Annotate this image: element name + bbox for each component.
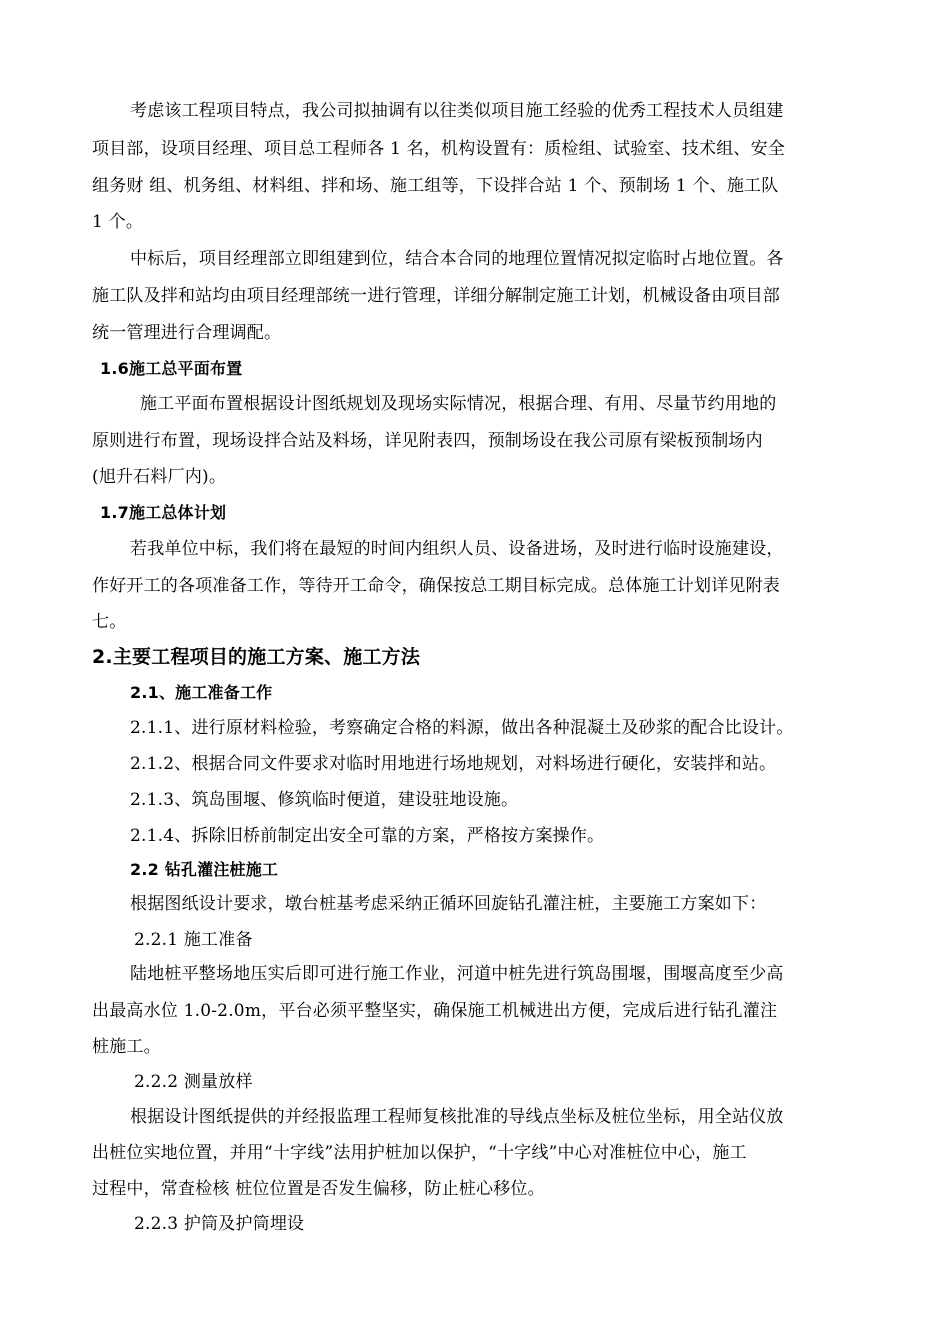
paragraph-line: (旭升石料厂内)。 — [92, 467, 227, 487]
section-heading: 1.7施工总体计划 — [100, 503, 227, 522]
paragraph-line: 中标后，项目经理部立即组建到位，结合本合同的地理位置情况拟定临时占地位置。各 — [130, 249, 784, 269]
section-heading: 2.1、施工准备工作 — [130, 683, 273, 702]
paragraph-line: 项目部，设项目经理、项目总工程师各 1 名，机构设置有：质检组、试验室、技术组、安全 — [92, 139, 786, 159]
paragraph-line: 1 个。 — [92, 212, 144, 232]
paragraph-line: 若我单位中标，我们将在最短的时间内组织人员、设备进场，及时进行临时设施建设， — [130, 539, 784, 559]
subsection-heading: 2.2.2 测量放样 — [134, 1072, 253, 1092]
paragraph-line: 出桩位实地位置，并用“十字线”法用护桩加以保护，“十字线”中心对准桩位中心，施工 — [92, 1143, 747, 1163]
paragraph-line: 陆地桩平整场地压实后即可进行施工作业，河道中桩先进行筑岛围堰，围堰高度至少高 — [130, 964, 784, 984]
list-item: 2.1.1、进行原材料检验，考察确定合格的料源，做出各种混凝土及砂浆的配合比设计。 — [130, 718, 794, 738]
section-heading: 2.2 钻孔灌注桩施工 — [130, 860, 279, 879]
paragraph-line: 组务财 组、机务组、材料组、拌和场、施工组等，下设拌合站 1 个、预制场 1 个、施工队 — [92, 176, 779, 196]
paragraph-line: 原则进行布置，现场设拌合站及料场，详见附表四，预制场设在我公司原有梁板预制场内 — [92, 431, 763, 451]
list-item: 2.1.4、拆除旧桥前制定出安全可靠的方案，严格按方案操作。 — [130, 826, 605, 846]
list-item: 2.1.3、筑岛围堰、修筑临时便道，建设驻地设施。 — [130, 790, 519, 810]
paragraph-line: 七。 — [92, 612, 127, 632]
paragraph-line: 作好开工的各项准备工作，等待开工命令，确保按总工期目标完成。总体施工计划详见附表 — [92, 576, 780, 596]
paragraph-line: 统一管理进行合理调配。 — [92, 323, 282, 343]
paragraph-line: 过程中，常査检核 桩位位置是否发生偏移，防止桩心移位。 — [92, 1179, 545, 1199]
subsection-heading: 2.2.1 施工准备 — [134, 930, 253, 950]
paragraph-line: 桩施工。 — [92, 1037, 161, 1057]
paragraph-line: 考虑该工程项目特点，我公司拟抽调有以往类似项目施工经验的优秀工程技术人员组建 — [130, 101, 784, 121]
chapter-heading: 2.主要工程项目的施工方案、施工方法 — [92, 646, 421, 668]
paragraph-line: 施工队及拌和站均由项目经理部统一进行管理，详细分解制定施工计划，机械设备由项目部 — [92, 286, 780, 306]
paragraph-line: 施工平面布置根据设计图纸规划及现场实际情况，根据合理、有用、尽量节约用地的 — [140, 394, 777, 414]
paragraph-line: 根据图纸设计要求，墩台桩基考虑采纳正循环回旋钻孔灌注桩，主要施工方案如下： — [130, 894, 767, 914]
section-heading: 1.6施工总平面布置 — [100, 359, 243, 378]
subsection-heading: 2.2.3 护筒及护筒埋设 — [134, 1214, 305, 1234]
paragraph-line: 根据设计图纸提供的并经报监理工程师复核批准的导线点坐标及桩位坐标，用全站仪放 — [130, 1107, 784, 1127]
list-item: 2.1.2、根据合同文件要求对临时用地进行场地规划，对料场进行硬化，安装拌和站。 — [130, 754, 777, 774]
paragraph-line: 出最高水位 1.0-2.0m，平台必须平整坚实，确保施工机械进出方便，完成后进行钻孔灌注 — [92, 1001, 778, 1021]
